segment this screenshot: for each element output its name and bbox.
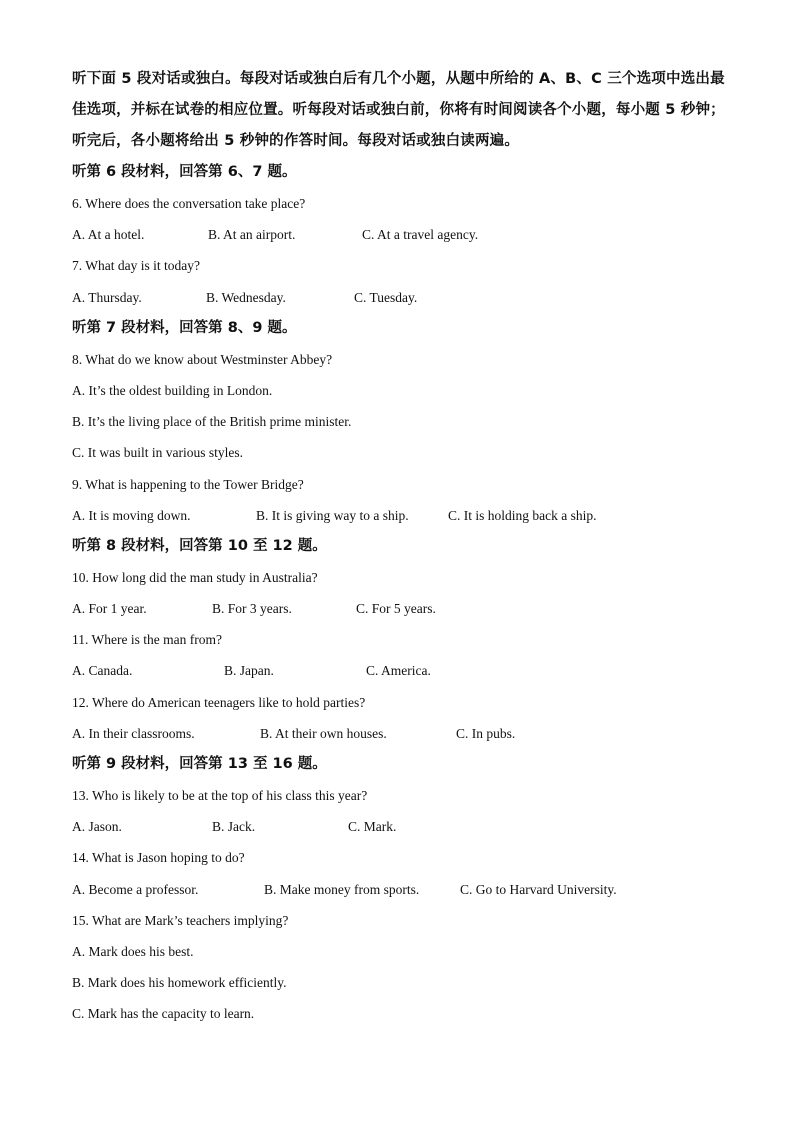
question-8-option-a: A. It’s the oldest building in London. <box>72 382 273 398</box>
option-c: C. America. <box>366 663 431 679</box>
question-13-stem: 13. Who is likely to be at the top of his class this year? <box>72 788 368 803</box>
option-c: C. Go to Harvard University. <box>460 881 617 897</box>
section-heading-7: 听第 7 段材料，回答第 8、9 题。 <box>72 319 297 336</box>
question-14-stem: 14. What is Jason hoping to do? <box>72 850 245 866</box>
question-15-option-b: B. Mark does his homework efficiently. <box>72 975 287 991</box>
option-c: C. Tuesday. <box>354 289 418 305</box>
option-c: C. It is holding back a ship. <box>448 507 597 523</box>
option-c: C. In pubs. <box>456 725 516 741</box>
question-6-options <box>72 219 732 250</box>
question-8-stem: 8. What do we know about Westminster Abbey? <box>72 351 333 367</box>
option-c: C. For 5 years. <box>356 601 436 617</box>
question-14-options <box>72 874 732 905</box>
question-7-options <box>72 282 732 313</box>
option-a: A. Canada. <box>72 663 133 679</box>
option-a: A. At a hotel. <box>72 227 145 243</box>
option-a: A. Become a professor. <box>72 881 199 897</box>
option-c: C. Mark. <box>348 819 397 835</box>
question-11-stem: 11. Where is the man from? <box>72 632 222 648</box>
option-b: B. At their own houses. <box>260 725 387 741</box>
option-b: B. Make money from sports. <box>264 881 420 897</box>
option-b: B. It is giving way to a ship. <box>256 507 409 523</box>
question-15-option-a: A. Mark does his best. <box>72 943 194 959</box>
question-6-stem: 6. Where does the conversation take place? <box>72 196 306 211</box>
question-8-option-b: B. It’s the living place of the British prime minister. <box>72 414 352 430</box>
section-heading-6: 听第 6 段材料，回答第 6、7 题。 <box>72 164 297 180</box>
option-a: A. In their classrooms. <box>72 725 195 741</box>
question-9-options <box>72 500 732 531</box>
question-8-option-c: C. It was built in various styles. <box>72 445 243 461</box>
option-a: A. It is moving down. <box>72 507 191 523</box>
option-c: C. At a travel agency. <box>362 227 479 243</box>
question-15-stem: 15. What are Mark’s teachers implying? <box>72 912 289 928</box>
option-b: B. Wednesday. <box>206 289 286 305</box>
question-11-options <box>72 655 732 686</box>
option-a: A. Thursday. <box>72 289 142 305</box>
question-9-stem: 9. What is happening to the Tower Bridge? <box>72 476 304 492</box>
question-7-stem: 7. What day is it today? <box>72 258 200 274</box>
section-heading-9: 听第 9 段材料，回答第 13 至 16 题。 <box>72 756 327 772</box>
question-12-stem: 12. Where do American teenagers like to hold parties? <box>72 694 366 710</box>
exam-page <box>72 64 732 1030</box>
question-10-options <box>72 593 732 624</box>
option-b: B. Japan. <box>224 663 274 679</box>
section-heading-8: 听第 8 段材料，回答第 10 至 12 题。 <box>72 537 327 554</box>
option-a: A. For 1 year. <box>72 601 147 617</box>
listening-instructions: 听下面 5 段对话或独白。每段对话或独白后有几个小题，从题中所给的 A、B、C 三个选项中选出最佳选项，并标在试卷的相应位置。听每段对话或独白前，你将有时间阅读各个小题，每小题 5 秒钟；听完后，各小题将给出 5 秒钟的作答时间。每段对话或独白读两遍。 <box>72 71 725 149</box>
question-10-stem: 10. How long did the man study in Australia? <box>72 569 318 585</box>
option-b: B. Jack. <box>212 819 256 835</box>
option-b: B. For 3 years. <box>212 601 292 617</box>
option-a: A. Jason. <box>72 819 122 835</box>
question-12-options <box>72 718 732 749</box>
option-b: B. At an airport. <box>208 227 296 243</box>
question-15-option-c: C. Mark has the capacity to learn. <box>72 1006 255 1022</box>
question-13-options <box>72 811 732 842</box>
